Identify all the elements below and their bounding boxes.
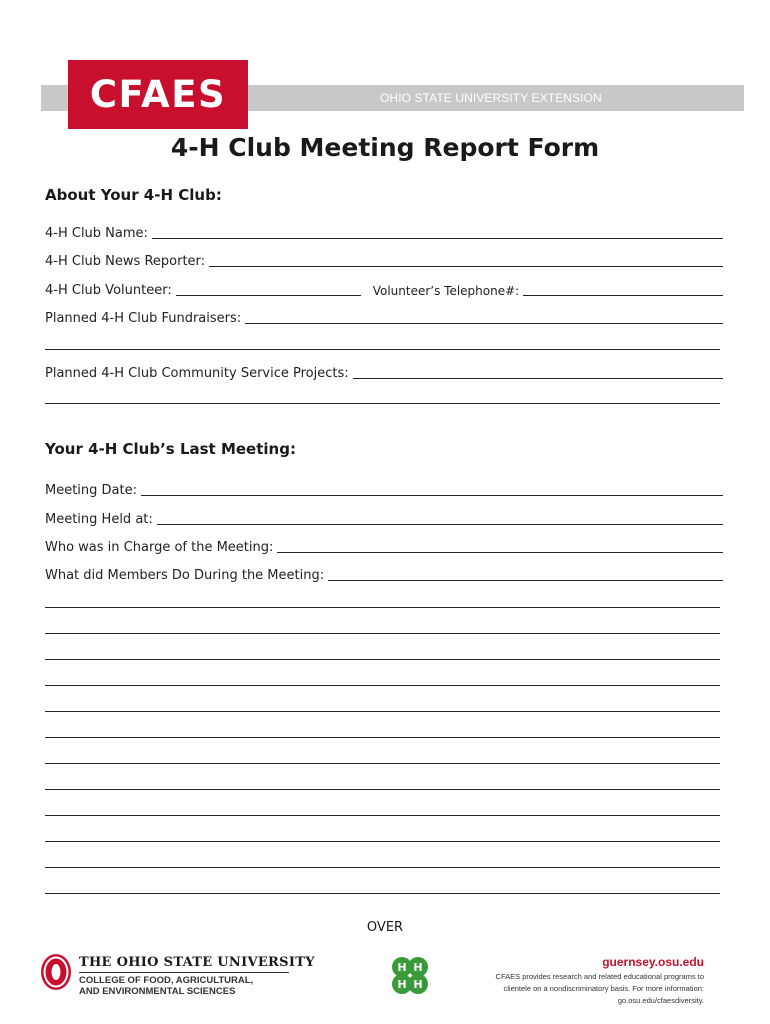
meeting-in-charge-field[interactable]	[45, 537, 723, 555]
activities-line[interactable]	[45, 685, 720, 686]
activities-line[interactable]	[45, 711, 720, 712]
contact-block	[474, 955, 704, 1007]
service-projects-line[interactable]	[353, 364, 723, 379]
meeting-location-line[interactable]	[157, 510, 723, 525]
osu-name: THE OHIO STATE UNIVERSITY	[79, 955, 315, 970]
fundraisers-field[interactable]	[45, 308, 723, 326]
volunteer-line[interactable]	[176, 281, 361, 296]
news-reporter-line[interactable]	[209, 252, 723, 267]
activities-line[interactable]	[45, 659, 720, 660]
activities-line[interactable]	[45, 789, 720, 790]
activities-line[interactable]	[45, 607, 720, 608]
extension-website-link[interactable]: guernsey.osu.edu	[602, 955, 704, 969]
svg-text:H: H	[413, 978, 423, 991]
svg-text:H: H	[397, 961, 407, 974]
club-name-label: 4-H Club Name:	[45, 226, 148, 241]
osu-college	[79, 975, 253, 997]
activities-line[interactable]	[45, 633, 720, 634]
osu-logo-block	[40, 953, 315, 997]
meeting-activities-field[interactable]	[45, 565, 723, 583]
meeting-in-charge-line[interactable]	[277, 538, 723, 553]
cfaes-logo	[68, 60, 248, 129]
news-reporter-field[interactable]	[45, 251, 723, 269]
service-projects-extra-line[interactable]	[45, 403, 720, 404]
activities-line[interactable]	[45, 815, 720, 816]
osu-divider	[79, 972, 289, 973]
nondiscrimination-statement	[474, 971, 704, 1007]
over-note: OVER	[366, 920, 404, 935]
meeting-location-field[interactable]	[45, 509, 723, 527]
svg-text:H: H	[413, 961, 423, 974]
about-heading: About Your 4-H Club:	[45, 186, 222, 204]
meeting-heading: Your 4-H Club’s Last Meeting:	[45, 440, 296, 458]
activities-line[interactable]	[45, 893, 720, 894]
meeting-date-line[interactable]	[141, 481, 723, 496]
meeting-date-label: Meeting Date:	[45, 483, 137, 498]
block-o-icon	[40, 953, 72, 991]
volunteer-phone-label: Volunteer’s Telephone#:	[372, 284, 520, 298]
page-title: 4-H Club Meeting Report Form	[170, 133, 600, 162]
svg-text:H: H	[397, 978, 407, 991]
activities-line[interactable]	[45, 763, 720, 764]
disclaimer-line: go.osu.edu/cfaesdiversity.	[617, 996, 704, 1005]
fundraisers-line[interactable]	[245, 309, 723, 324]
osu-college-line2: AND ENVIRONMENTAL SCIENCES	[79, 986, 236, 997]
activities-line[interactable]	[45, 841, 720, 842]
volunteer-field[interactable]	[45, 280, 723, 298]
cfaes-logo-text: CFAES	[89, 73, 227, 116]
club-name-line[interactable]	[152, 224, 723, 239]
club-name-field[interactable]	[45, 223, 723, 241]
service-projects-label: Planned 4-H Club Community Service Projects:	[45, 366, 349, 381]
meeting-activities-line[interactable]	[328, 566, 723, 581]
volunteer-phone-line[interactable]	[523, 281, 723, 296]
fundraisers-extra-line[interactable]	[45, 349, 720, 350]
meeting-in-charge-label: Who was in Charge of the Meeting:	[45, 540, 274, 555]
disclaimer-line: CFAES provides research and related educational programs to	[495, 972, 704, 981]
disclaimer-line: clientele on a nondiscriminatory basis. For more information:	[503, 984, 704, 993]
news-reporter-label: 4-H Club News Reporter:	[45, 254, 206, 269]
four-h-clover-icon	[387, 955, 433, 997]
meeting-date-field[interactable]	[45, 480, 723, 498]
meeting-activities-label: What did Members Do During the Meeting:	[45, 568, 325, 583]
meeting-location-label: Meeting Held at:	[45, 512, 153, 527]
fundraisers-label: Planned 4-H Club Fundraisers:	[45, 311, 242, 326]
service-projects-field[interactable]	[45, 363, 723, 381]
osu-college-line1: COLLEGE OF FOOD, AGRICULTURAL,	[79, 975, 254, 986]
activities-line[interactable]	[45, 737, 720, 738]
volunteer-label: 4-H Club Volunteer:	[45, 283, 172, 298]
activities-line[interactable]	[45, 867, 720, 868]
extension-label: OHIO STATE UNIVERSITY EXTENSION	[380, 91, 602, 105]
